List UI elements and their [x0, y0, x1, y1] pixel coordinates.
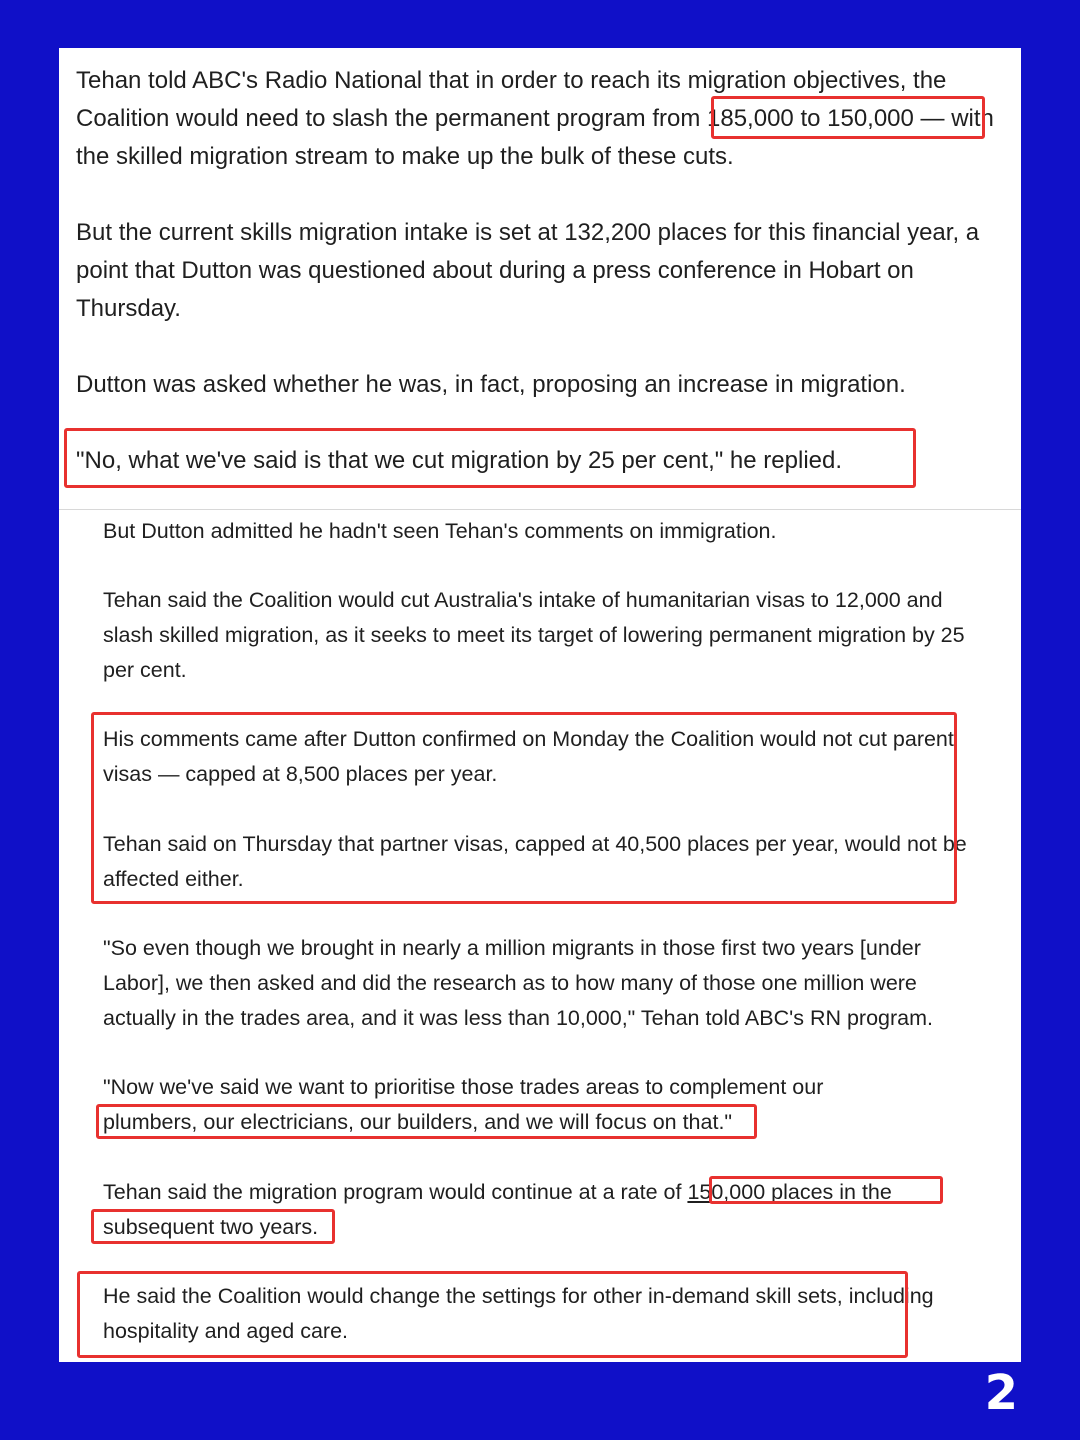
highlight-box-185000-to-150000 [711, 96, 985, 139]
paragraph-text: with the skilled migration stream to make up the bulk of these cuts. [76, 105, 994, 170]
highlight-box-150000-places [709, 1176, 943, 1204]
highlight-box-in-demand-skills [77, 1271, 908, 1358]
article-screenshot [59, 48, 1021, 1362]
underlined-figures: 150,000 places in the [687, 1180, 892, 1204]
highlight-box-subsequent-two-years [91, 1209, 335, 1244]
paragraph-skills-intake: But the current skills migration intake is set at 132,200 places for this financial year, a point that Dutton was questioned about during a press conference in Hobart on Thursday. [76, 219, 980, 322]
paragraph-text: Tehan told ABC's Radio National that in order to reach its migration objectives, the Coalition would need to slash the permanent program from [76, 67, 947, 132]
paragraph-dutton-quote: "No, what we've said is that we cut migration by 25 per cent," he replied. [76, 447, 843, 474]
paragraph-in-demand-skills: He said the Coalition would change the settings for other in-demand skill sets, including hospitality and aged care. [103, 1284, 934, 1343]
paragraph-dutton-asked: Dutton was asked whether he was, in fact, proposing an increase in migration. [76, 371, 906, 398]
paragraph-parent-visas: His comments came after Dutton confirmed on Monday the Coalition would not cut parent visas — capped at 8,500 places per year. [103, 727, 954, 786]
paragraph-text: subsequent two years. [103, 1215, 319, 1239]
quote-line-highlighted: plumbers, our electricians, our builders, and we will focus on that." [103, 1110, 733, 1134]
page-number: 2 [984, 1365, 1018, 1421]
paragraph-humanitarian-visas: Tehan said the Coalition would cut Australia's intake of humanitarian visas to 12,000 and slash skilled migration, as it seeks to meet its target of lowering permanent migration by 25 per cent. [103, 588, 965, 682]
paragraph-text: Tehan said the migration program would continue at a rate of [103, 1180, 688, 1204]
section-divider [59, 509, 1021, 510]
highlight-box-visa-caps [91, 712, 957, 904]
paragraph-partner-visas: Tehan said on Thursday that partner visas, capped at 40,500 places per year, would not be affected either. [103, 832, 967, 891]
highlight-box-dutton-quote [64, 428, 916, 488]
highlight-box-trades-quote [96, 1104, 757, 1139]
highlighted-figures: 185,000 to 150,000 — [707, 105, 945, 132]
paragraph-dutton-admitted: But Dutton admitted he hadn't seen Tehan's comments on immigration. [103, 519, 777, 543]
paragraph-trades-research: "So even though we brought in nearly a million migrants in those first two years [under Labor], we then asked and did the research as to how many of those one million were actually in the trades area, and it was less than 10,000," Tehan told ABC's RN program. [103, 936, 933, 1030]
quote-line: "Now we've said we want to prioritise those trades areas to complement our [103, 1075, 824, 1099]
